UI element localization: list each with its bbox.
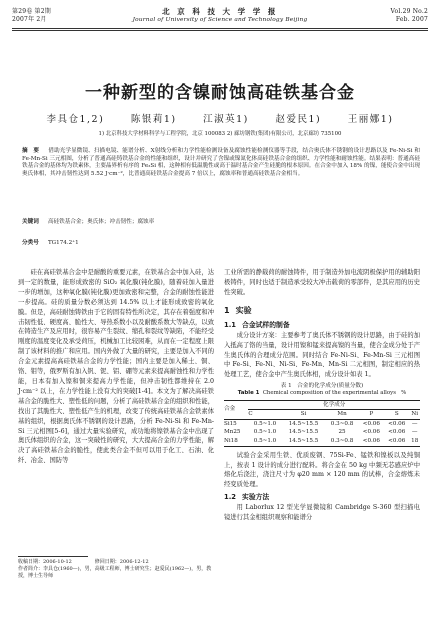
table-cell: 0.3~0.8 <box>325 419 358 428</box>
volume-en: Vol.29 No.2 <box>390 8 428 15</box>
subsection-number: 1.2 <box>224 493 237 502</box>
section-title: 实验 <box>235 305 252 315</box>
table-cell: <0.06 <box>384 437 409 446</box>
classification-label: 分类号 <box>22 240 39 246</box>
running-head <box>12 8 428 24</box>
table-cell: <0.06 <box>359 437 384 446</box>
table-cell: Ni18 <box>224 437 248 446</box>
article-title: 一种新型的含镍耐蚀高硅铁基合金 <box>85 83 355 103</box>
table-cell: 14.5~15.5 <box>282 419 326 428</box>
table-header-cell: Si <box>300 411 307 418</box>
table-cell: 0.5~1.0 <box>253 429 277 436</box>
table-row <box>224 437 420 446</box>
affiliation: 1) 北京科技大学材料科学与工程学院，北京 100083 2) 廊坊钢铁(集团)有限公司，北京廊坊 735100 <box>98 131 342 137</box>
table-header-cell: S <box>394 411 399 418</box>
date-en: Feb. 2007 <box>395 16 428 23</box>
table-cell: Si15 <box>224 419 248 428</box>
keywords-label: 关键词 <box>22 219 39 225</box>
body-paragraph: 硅在高硅铁基合金中是耐酸的重要元素，在铁基合金中加入硅，达到一定的数量，能形成致密的 SiO₂ 氧化膜(钝化膜)，随着硅加入量进一步的增加，这种氧化膜(钝化膜)更加致密和完整，合金的耐蚀性能进一步提高。硅的质量分数必须达到 14.5% 以上才能形成致密的氧化膜。但是，高硅耐蚀铸铁由于它的固有特性所决定，其存在着强度和冲击韧性低、硬度高、脆性大、导热系数小以及耐酸系数大等缺点，以致在铸造生产及应用时，很容易产生裂纹、缩孔和裂纹等缺陷，不能经受刚度的温度变化及承受荷压，机械加工比较困难，从而在一定程度上限制了该材料的推广和应用。国内外做了大量的研究，主要是加入不同的合金元素提高高硅铁基合金的力学性能；国内主要是加入稀土、铜、铬、钼等，俄罗斯有加入钒、铌、铝、硼等元素来提高耐蚀性和力学性能，日本有加入镍和铜来提高力学性能，但冲击韧性都维持在 2.0 J·cm⁻² 以上，在力学性能上没有大的突破[1-4]。本文为了解决高硅铁基合金的脆性大、塑性低的问题，分析了高硅铁基合金的组织和性能，找出了其脆性大、塑性低产生的机理，改变了传统高硅铁基合金铁素体基的组织，根据奥氏体不锈钢的设计思路，分析 Fe-Ni-Si 和 Fe-Mn-Si 三元相图[5-6]，通过大量实验研究，成功地将镍铁基合金中出现了奥氏体组织的合金，这一突破性的研究，大大提高合金的力学性能，解决了高硅铁基合金的脆性，使此类合金不但可以用于化工、石油、化纤、冶金、国防等 <box>18 269 214 465</box>
running-head-right <box>350 8 428 24</box>
body-paragraph: 用 Laborlux 12 型光学显微镜和 Cambridge S-360 型扫描电镜进行其金相组织观察和能谱分 <box>224 504 420 522</box>
abstract <box>22 148 420 178</box>
revised-date: 修回日期：2006-12-12 <box>94 559 149 565</box>
section-number: 1 <box>224 305 230 315</box>
author: 王丽娜1) <box>347 114 394 125</box>
footnote-rule <box>18 556 88 557</box>
header-rule <box>12 28 428 29</box>
subsection-heading <box>224 492 420 502</box>
volume-cn: 第29卷 第2期 <box>12 8 51 15</box>
author-info: 作者简介：李具仓(1960—)，男，高级工程师，博士研究生；赵爱民(1962—)，男，教授，博士生导师 <box>18 566 212 580</box>
composition-table <box>224 400 420 447</box>
table-cell: — <box>409 419 420 428</box>
table-caption-en-text: Chemical composition of the experimental alloys <box>262 390 396 397</box>
table-cell: 0.5~1.0 <box>248 437 281 446</box>
subsection-heading <box>224 320 420 330</box>
table-cell: 18 <box>409 437 420 446</box>
table-cell: 14.5~15.5 <box>282 437 326 446</box>
body-paragraph: 成分设计方案：主要参考了奥氏体不锈钢的设计思路，由于硅的加入抵高了铬的当量，设计用镍和锰来提高镍的当量，使合金成分处于产生奥氏体的合理成分范围。同时结合 Fe-Ni-Si、Fe-Mn-Si 三元相图中 Fe-Si、Fe-Ni、Ni-Si、Fe-Mn、Mn-Si 二元相图，制定相应的热处理工艺，使合金中产生奥氏体相，成分设计如表 1。 <box>224 331 420 379</box>
received-date: 收稿日期：2006-10-12 <box>18 559 72 565</box>
classification <box>22 240 79 248</box>
footnote <box>18 559 214 581</box>
table-cell: 14.5~15.5 <box>288 429 319 436</box>
keywords <box>22 219 420 227</box>
date-cn: 2007年 2月 <box>12 16 47 23</box>
body-paragraph: 试验合金采用生铁、优质废钢、75Si-Fe、锰铁和镍板以及纯铜上，按表 1 设计的成分进行配料。将合金在 50 kg 中频无芯感应炉中熔化后浇注，浇注尺寸为 φ20 mm × 120 mm 的试棒，合金熔炼未经变质处理。 <box>224 451 420 489</box>
table-caption-unit: % <box>401 390 407 397</box>
table-row <box>224 428 420 437</box>
keywords-text: 高硅铁基合金；奥氏体；冲击韧性；腐蚀率 <box>47 219 155 225</box>
subsection-title: 实验方法 <box>242 493 270 502</box>
author: 李具仓1,2) <box>46 114 105 125</box>
table-cell: <0.06 <box>359 419 384 428</box>
header-rule-thin <box>12 30 428 31</box>
table-cell: <0.06 <box>384 419 409 428</box>
table-header-cell: C <box>248 411 253 418</box>
running-head-left <box>12 8 90 24</box>
author: 陈银莉1) <box>130 114 177 125</box>
running-head-center <box>90 8 350 24</box>
table-cell: 0.3~0.8 <box>325 437 358 446</box>
table-header-cell: Ni <box>411 411 419 418</box>
table-cell: 0.5~1.0 <box>248 419 281 428</box>
table-cell: <0.06 <box>362 429 380 436</box>
table-cell: <0.06 <box>388 429 406 436</box>
author: 赵爱民1) <box>275 114 322 125</box>
table-row <box>224 419 420 428</box>
body-column-left <box>18 268 214 466</box>
table-header-group: 化学成分 <box>248 400 420 410</box>
table-cell: Mn25 <box>224 429 241 436</box>
author-list <box>0 111 440 125</box>
table-header-cell: Mn <box>337 411 347 418</box>
subsection-number: 1.1 <box>224 320 237 329</box>
table-caption-en-label: Table 1 <box>237 390 260 397</box>
classification-text: TG174.2⁺1 <box>47 240 79 246</box>
journal-name-en: Journal of University of Science and Technology Beijing <box>132 17 308 23</box>
table-cell: — <box>411 429 418 436</box>
table-caption-en <box>224 390 420 397</box>
table-header-alloy: 合金 <box>224 400 248 419</box>
subsection-title: 合金试样的制备 <box>242 320 290 329</box>
body-column-right <box>224 268 420 523</box>
abstract-text: 借助光学显微镜、扫描电镜、能谱分析、X射线分析和力学性能检测设备及腐蚀性能检测仪器等手段，结合奥氏体不锈钢的设计思路以及 Fe-Ni-Si 和 Fe-Mn-Si 三元相图，分析了普通高硅铸铁基合金的性能和组织，设计并研究了含镍或镍氮化体高硅铁基合金的组织、力学性能和耐蚀性能。结果表明：普通高硅铁基合金的基体均为铁素体，主要晶界析有序的 Fe₃Si 相，这种相有低温脆性或高于温时基合金产生硅脆的根本原因。在合金中加入 18% 的镍，能使合金中出现奥氏体相，其冲击韧性达到 5.52 J·cm⁻²，比普通高硅铁基合金提高 7 倍以上，腐蚀率和普通高硅铁基合金相当。 <box>22 148 420 177</box>
table-header-cell: P <box>369 411 374 418</box>
journal-name-cn: 北 京 科 技 大 学 学 报 <box>162 7 278 16</box>
body-paragraph: 工业所需的静载荷的耐蚀铸件，用于制造外加电流阴极保护用的辅助阳极铸件，同时也适于制造承受较大冲击载荷的零部件，是其应用的历史性突破。 <box>224 269 420 296</box>
composition-table-block <box>224 383 420 446</box>
table-cell: 25 <box>338 429 346 436</box>
section-heading <box>224 305 420 316</box>
abstract-label: 摘 要 <box>22 148 40 154</box>
author: 江淑英1) <box>203 114 249 125</box>
table-caption-cn: 表 1 合金的化学成分(质量分数) <box>280 383 364 390</box>
